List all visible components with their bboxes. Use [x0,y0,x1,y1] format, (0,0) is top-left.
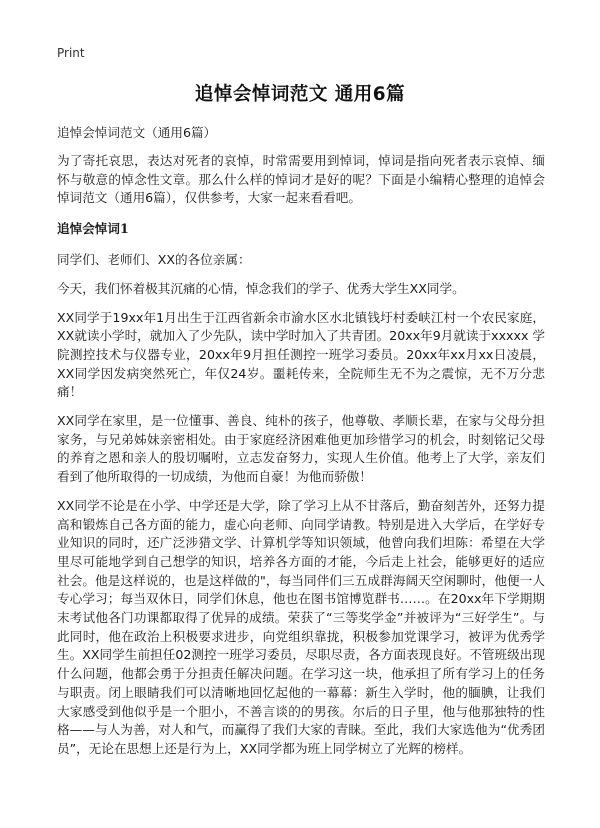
section-heading: 追悼会悼词1 [57,221,129,237]
document-subtitle: 追悼会悼词范文（通用6篇） [57,125,217,140]
intro-paragraph: 为了寄托哀思，表达对死者的哀悼，时常需要用到悼词，悼词是指向死者表示哀悼、缅怀与敬意的悼念性文章。那么什么样的悼词才是好的呢？下面是小编精心整理的追悼会悼词范文（通用6篇），仅供参考，大家一起来看看吧。 [57,153,545,206]
document-title: 追悼会悼词范文 通用6篇 [194,84,406,105]
body-paragraph: XX同学不论是在小学、中学还是大学，除了学习上从不甘落后，勤奋刻苦外，还努力提高和锻炼自己各方面的能力，虚心向老师、向同学请教。特别是进入大学后，在学好专业知识的同时，还广泛涉猎文学、计算机学等知识领域，他曾向我们坦陈：希望在大学里尽可能地学到自己想学的知识，培养各方面的才能，今后走上社会，能够更好的适应社会。他是这样说的，也是这样做的"，每当同伴们三五成群海阔天空闲聊时，他便一人专心学习；每当双休日，同学们休息，他也在图书馆博览群书……。在20xx年下学期期末考试他各门功课都取得了优异的成绩。荣获了“三等奖学金”并被评为“三好学生”。与此同时，他在政治上积极要求进步，向党组织靠拢，积极参加党课学习，被评为优秀学生。XX同学生前担任02测控一班学习委员，尽职尽责，各方面表现良好。不管班级出现什么问题，他都会勇于分担责任解决问题。在学习这一块，他承担了所有学习上的任务与职责。闭上眼睛我们可以清晰地回忆起他的一幕幕：新生入学时，他的腼腆，让我们大家感受到他似乎是一个胆小，不善言谈的的男孩。尔后的日子里，他与他那独特的性格——与人为善，对人和气，而赢得了我们大家的青睐。至此，我们大家选他为“优秀团员”，无论在思想上还是行为上，XX同学都为班上同学树立了光辉的榜样。 [57,497,545,756]
body-paragraph: XX同学于19xx年1月出生于江西省新余市渝水区水北镇钱圩村委峡江村一个农民家庭，XX就读小学时，就加入了少先队，读中学时加入了共青团。20xx年9月就读于xxxxx 学院测控技术与仪器专业，20xx年9月担任测控一班学习委员。20xx年xx月xx日凌晨，XX同学因发病突然死亡，年仅24岁。噩耗传来，全院师生无不为之震惊，无不万分悲痛！ [57,309,545,400]
body-paragraph: XX同学在家里，是一位懂事、善良、纯朴的孩子，他尊敬、孝顺长辈，在家与父母分担家务，与兄弟姊妹亲密相处。由于家庭经济困难他更加珍惜学习的机会，时刻铭记父母的养育之恩和亲人的殷切嘱咐，立志发奋努力，实现人生价值。他考上了大学，亲友们看到了他所取得的一切成绩，为他而自豪！为他而骄傲！ [57,413,545,485]
salutation-paragraph: 同学们、老师们、XX的各位亲属： [57,252,251,268]
print-label: Print [57,46,85,60]
document-body [57,124,545,769]
body-paragraph: 今天，我们怀着极其沉痛的心情，悼念我们的学子、优秀大学生XX同学。 [57,280,465,296]
